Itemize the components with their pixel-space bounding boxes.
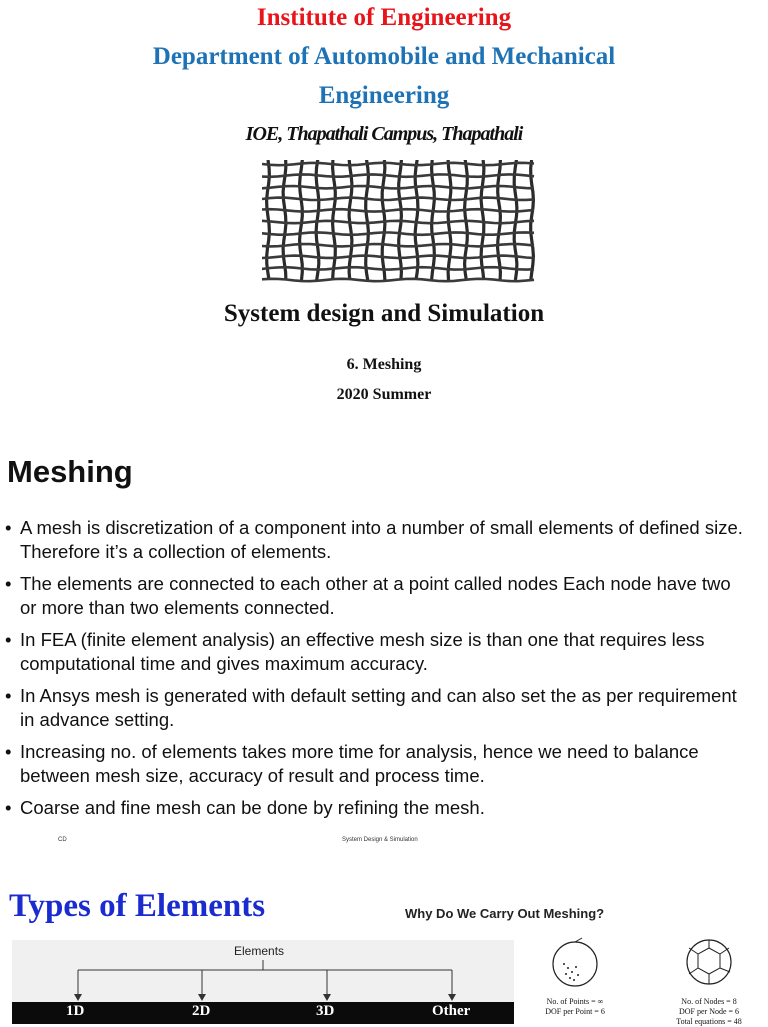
bullet-item: • Coarse and fine mesh can be done by refining the mesh.: [5, 797, 485, 818]
figure2-line2: DOF per Node = 6: [678, 1007, 740, 1016]
department-title-line2: Engineering: [318, 82, 450, 109]
chapter-label: 6. Meshing: [346, 356, 422, 373]
course-title: System design and Simulation: [223, 300, 545, 327]
title-slide: [0, 0, 768, 432]
type-2d: 2D: [192, 1003, 211, 1019]
bullet-item: • A mesh is discretization of a component into a number of small elements of defined size. Therefore it’s a collection of elements.: [5, 517, 743, 562]
meshing-slide: [0, 436, 768, 848]
footer-center: System Design & Simulation: [342, 837, 418, 843]
mesh-vertical-strand: [448, 160, 451, 280]
mesh-horizontal-strand: [262, 174, 534, 176]
mesh-vertical-strand: [432, 160, 435, 280]
continuum-body-icon: [520, 934, 630, 992]
bullet-item: • In Ansys mesh is generated with default setting and can also set the as per requirement in advance setting.: [5, 685, 737, 730]
mesh-vertical-strand: [300, 160, 303, 280]
figure2-line3: Total equations = 48: [676, 1017, 742, 1026]
types-of-elements-slide: [0, 864, 768, 1024]
term-label: 2020 Summer: [336, 386, 432, 403]
meshed-body-icon: [654, 934, 764, 992]
tree-connectors: [12, 940, 514, 1002]
discretized-figure: [654, 934, 764, 1027]
mesh-vertical-strand: [481, 160, 484, 280]
element-types-diagram: [12, 940, 514, 1024]
slide-title: Meshing: [7, 454, 133, 489]
bullet-text: The elements are connected to each other at a point called nodes Each node have two or more than two elements connected.: [20, 573, 731, 618]
type-3d: 3D: [316, 1003, 335, 1019]
mesh-vertical-strand: [349, 160, 352, 280]
mesh-vertical-strand: [366, 160, 369, 280]
bullet-text: Increasing no. of elements takes more time for analysis, hence we need to balance between mesh size, accuracy of result and process time.: [20, 741, 699, 786]
mesh-horizontal-strand: [262, 198, 534, 200]
bullet-item: • The elements are connected to each other at a point called nodes Each node have two or more than two elements connected.: [5, 573, 731, 618]
bullet-text: A mesh is discretization of a component into a number of small elements of defined size. Therefore it’s a collection of elements.: [20, 517, 743, 562]
continuum-figure: [520, 934, 630, 1017]
tree-root-label: Elements: [234, 944, 285, 958]
bullet-text: In Ansys mesh is generated with default setting and can also set the as per requirement in advance setting.: [20, 685, 737, 730]
mesh-vertical-strand: [498, 160, 501, 280]
slide-subtitle: Why Do We Carry Out Meshing?: [405, 906, 605, 921]
bullet-list: [5, 516, 750, 828]
mesh-vertical-strand: [382, 160, 385, 280]
figure1-line2: DOF per Point = 6: [545, 1007, 605, 1016]
bullet-text: In FEA (finite element analysis) an effective mesh size is than one that requires less computational time and gives maximum accuracy.: [20, 629, 705, 674]
figure2-line1: No. of Nodes = 8: [681, 997, 737, 1006]
department-title-line1: Department of Automobile and Mechanical: [152, 43, 616, 70]
bullet-item: • Increasing no. of elements takes more time for analysis, hence we need to balance between mesh size, accuracy of result and process time.: [5, 741, 699, 786]
figure1-line1: No. of Points = ∞: [546, 997, 604, 1006]
bullet-item: • In FEA (finite element analysis) an effective mesh size is than one that requires less computational time and gives maximum accuracy.: [5, 629, 705, 674]
mesh-vertical-strand: [415, 160, 418, 280]
type-1d: 1D: [66, 1003, 85, 1019]
mesh-horizontal-strand: [262, 267, 534, 269]
mesh-vertical-strand: [514, 160, 517, 280]
mesh-vertical-strand: [283, 160, 286, 280]
mesh-grid-image: [262, 160, 538, 284]
type-other: Other: [432, 1003, 471, 1019]
slide-title: Types of Elements: [9, 888, 266, 924]
institute-title: Institute of Engineering: [256, 4, 512, 31]
bullet-text: Coarse and fine mesh can be done by refining the mesh.: [20, 797, 485, 818]
footer-left: CD: [58, 837, 67, 843]
campus-subtitle: IOE, Thapathali Campus, Thapathali: [245, 123, 523, 145]
